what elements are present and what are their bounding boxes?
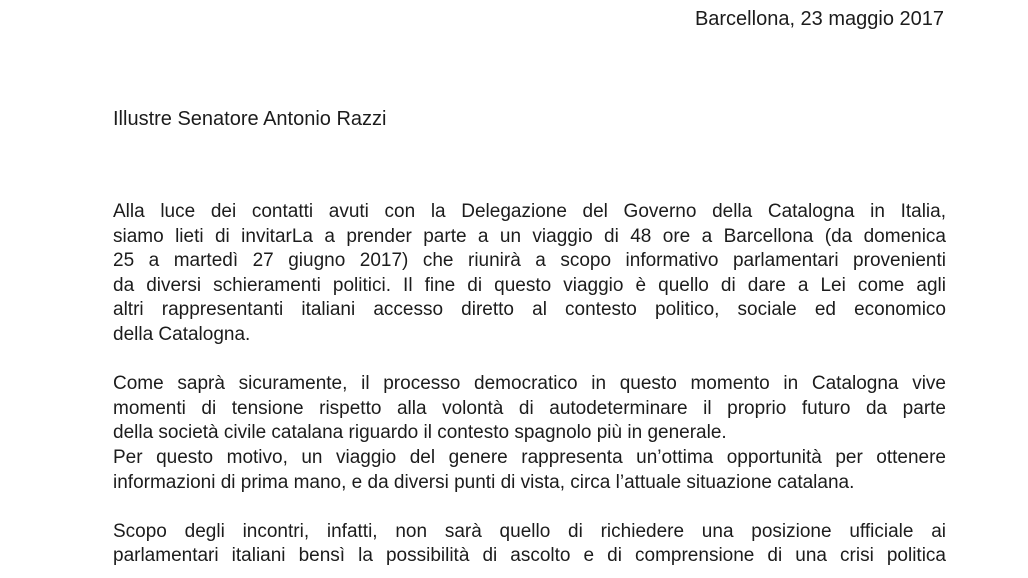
text-line: da diversi schieramenti politici. Il fine di questo viaggio è quello di dare a Lei come agli: [113, 274, 946, 296]
text-line: parlamentari italiani bensì la possibilità di ascolto e di comprensione di una crisi politica: [113, 545, 946, 567]
paragraph-purpose: [113, 520, 946, 569]
text-line: Come saprà sicuramente, il processo democratico in questo momento in Catalogna vive: [113, 373, 946, 395]
text-line: della società civile catalana riguardo il contesto spagnolo più in generale.: [113, 422, 727, 444]
text-line: Scopo degli incontri, infatti, non sarà quello di richiedere una posizione ufficiale ai: [113, 520, 946, 542]
paragraph-spacer: [113, 495, 946, 520]
text-line: 25 a martedì 27 giugno 2017) che riunirà a scopo informativo parlamentari provenienti: [113, 250, 946, 272]
paragraph-context: [113, 372, 946, 446]
text-line: siamo lieti di invitarLa a prender parte a un viaggio di 48 ore a Barcellona (da domenica: [113, 225, 946, 247]
text-line: informazioni di prima mano, e da diversi punti di vista, circa l’attuale situazione catalana.: [113, 471, 855, 493]
paragraph-opportunity: [113, 446, 946, 495]
paragraph-invitation: [113, 200, 946, 348]
letter-salutation: Illustre Senatore Antonio Razzi: [113, 108, 387, 130]
text-line: momenti di tensione rispetto alla volontà di autodeterminare il proprio futuro da parte: [113, 397, 946, 419]
paragraph-spacer: [113, 348, 946, 373]
text-line: altri rappresentanti italiani accesso diretto al contesto politico, sociale ed economico: [113, 299, 946, 321]
letter-date: Barcellona, 23 maggio 2017: [694, 8, 944, 30]
letter-body: [113, 200, 946, 569]
text-line: Alla luce dei contatti avuti con la Delegazione del Governo della Catalogna in Italia,: [113, 201, 946, 222]
text-line: della Catalogna.: [113, 323, 251, 345]
text-line: Per questo motivo, un viaggio del genere rappresenta un’ottima opportunità per ottenere: [113, 446, 946, 468]
